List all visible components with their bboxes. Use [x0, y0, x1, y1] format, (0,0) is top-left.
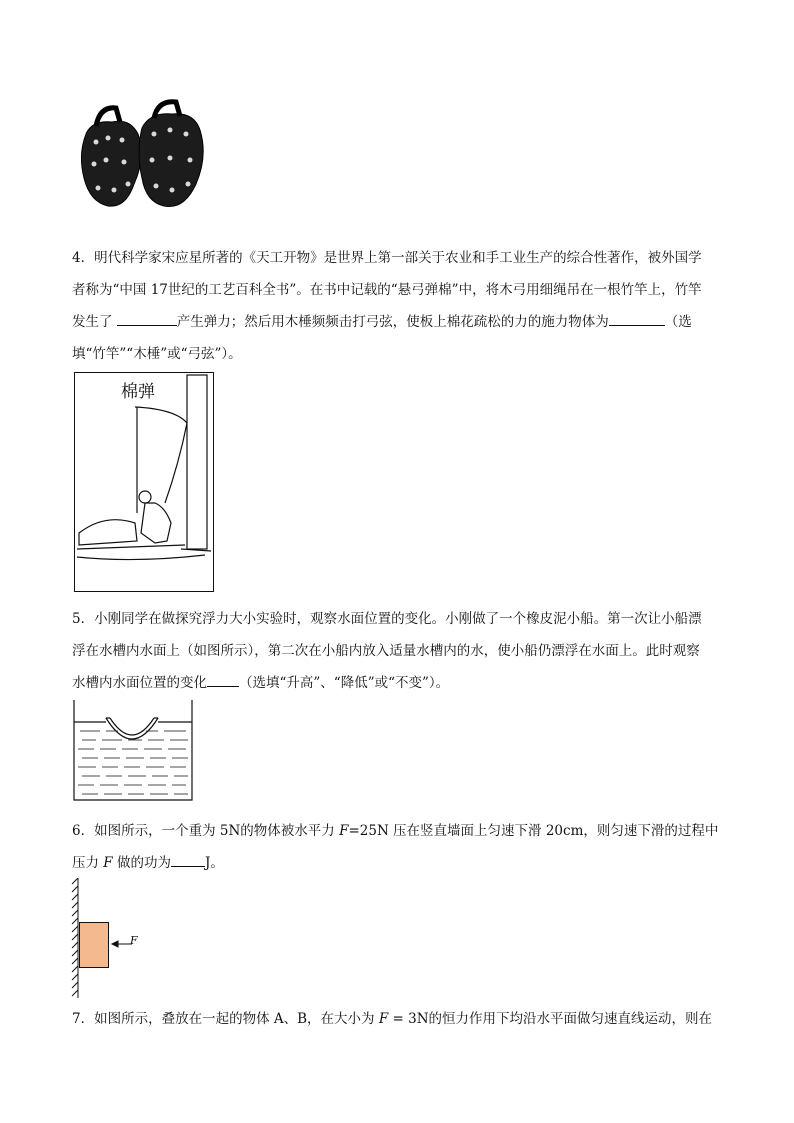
block [79, 922, 109, 968]
answer-blank[interactable] [117, 311, 177, 326]
water-tank-diagram [72, 698, 196, 804]
question-text: =25N 压在竖直墙面上匀速下滑 20cm，则匀速下滑的过程中 [348, 823, 719, 839]
figure-caption: 棉弹 [121, 382, 155, 402]
question-text: 做的功为 [112, 855, 171, 871]
question-number: 5． [72, 611, 95, 627]
question-text: 如图所示，叠放在一起的物体 A、B，在大小为 [94, 1011, 379, 1027]
question-4 [72, 242, 724, 370]
question-7 [72, 1003, 724, 1035]
question-text: = 3N的恒力作用下均沿水平面做匀速直线运动，则在 [388, 1011, 713, 1027]
question-text: 压力 [72, 855, 104, 871]
question-text: （选 [664, 314, 692, 330]
force-label: F [130, 934, 138, 947]
question-text: 明代科学家宋应星所著的《天工开物》是世界上第一部关于农业和手工业生产的综合性著作，被外国学 [94, 250, 702, 266]
question-text: 水槽内水面位置的变化 [72, 675, 207, 691]
cotton-bow-illustration [74, 372, 214, 592]
answer-blank[interactable] [171, 852, 205, 867]
question-number: 7． [72, 1011, 95, 1027]
question-text: 填“竹竿”“木棰”或“弓弦”）。 [72, 346, 242, 362]
cotton-bow-drawing [75, 373, 213, 591]
force-symbol: F [339, 823, 349, 839]
force-symbol: F [378, 1011, 389, 1027]
question-6 [72, 815, 724, 879]
question-text: 发生了 [72, 314, 117, 330]
question-number: 6． [72, 823, 95, 839]
question-text: 者称为“中国 17世纪的工艺百科全书”。在书中记载的“悬弓弹棉”中，将木弓用细绳吊在一根竹竿上，竹竿 [72, 282, 702, 298]
question-text: 小刚同学在做探究浮力大小实验时，观察水面位置的变化。小刚做了一个橡皮泥小船。第一次让小船漂 [94, 611, 702, 627]
question-text: 浮在水槽内水面上（如图所示），第二次在小船内放入适量水槽内的水，使小船仍漂浮在水面上。此时观察 [72, 643, 700, 659]
answer-blank[interactable] [207, 672, 239, 687]
question-5 [72, 603, 724, 699]
ice-cleats-photo [72, 98, 224, 216]
question-text: （选填“升高”、“降低”或“不变”）。 [239, 675, 450, 691]
answer-blank[interactable] [609, 311, 665, 326]
question-number: 4． [72, 250, 95, 266]
question-text: J。 [204, 855, 224, 871]
question-text: 如图所示，一个重为 5N的物体被水平力 [94, 823, 340, 839]
wall-block-diagram [70, 878, 150, 998]
force-symbol: F [103, 855, 113, 871]
question-text: 产生弹力；然后用木棰频频击打弓弦，使板上棉花疏松的力的施力物体为 [176, 314, 609, 330]
